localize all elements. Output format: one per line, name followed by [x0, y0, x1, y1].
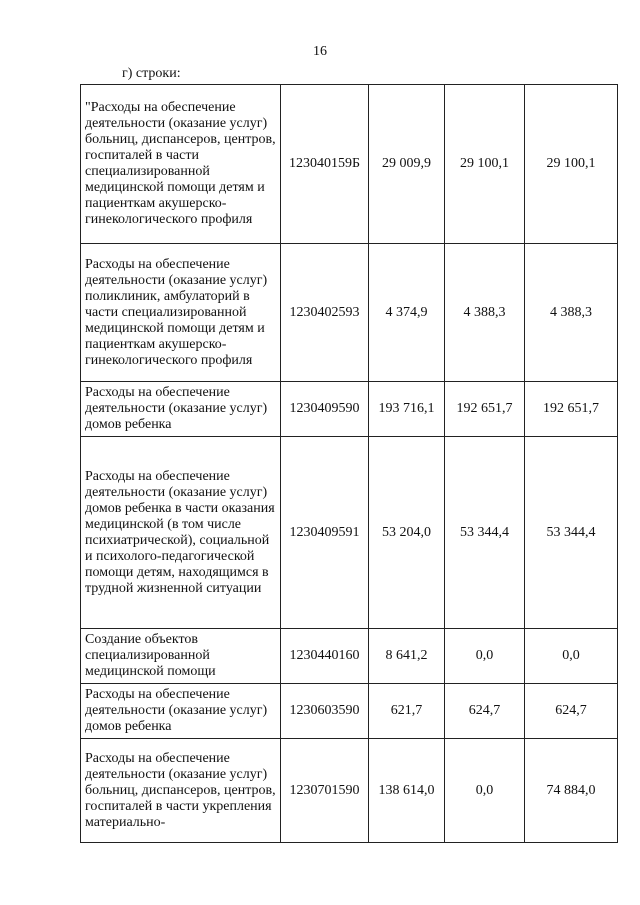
row-value-2: 0,0	[445, 739, 525, 843]
table-row	[81, 382, 618, 437]
row-value-3: 192 651,7	[525, 382, 618, 437]
table-row	[81, 629, 618, 684]
row-value-3: 74 884,0	[525, 739, 618, 843]
row-code: 1230402593	[281, 244, 369, 382]
row-description: Расходы на обеспечение деятельности (оказание услуг) домов ребенка	[81, 382, 281, 437]
row-description: Расходы на обеспечение деятельности (оказание услуг) поликлиник, амбулаторий в части специализированной медицинской помощи детям и пациенткам акушерско-гинекологического профиля	[81, 244, 281, 382]
row-value-3: 4 388,3	[525, 244, 618, 382]
row-description: Расходы на обеспечение деятельности (оказание услуг) домов ребенка в части оказания медицинской (в том числе психиатрической), социальной и психолого-педагогической помощи детям, находящимся в трудной жизненной ситуации	[81, 437, 281, 629]
intro-text: г) строки:	[122, 66, 181, 81]
table-row	[81, 739, 618, 843]
row-value-2: 29 100,1	[445, 85, 525, 244]
row-value-1: 53 204,0	[369, 437, 445, 629]
page-number: 16	[313, 44, 327, 59]
row-value-2: 0,0	[445, 629, 525, 684]
row-description: "Расходы на обеспечение деятельности (оказание услуг) больниц, диспансеров, центров, госпиталей в части специализированной медицинской помощи детям и пациенткам акушерско-гинекологического профиля	[81, 85, 281, 244]
row-value-2: 53 344,4	[445, 437, 525, 629]
row-value-1: 4 374,9	[369, 244, 445, 382]
row-code: 1230409591	[281, 437, 369, 629]
table-row	[81, 244, 618, 382]
row-description: Расходы на обеспечение деятельности (оказание услуг) больниц, диспансеров, центров, госпиталей в части укрепления материально-	[81, 739, 281, 843]
row-value-1: 138 614,0	[369, 739, 445, 843]
row-value-2: 624,7	[445, 684, 525, 739]
row-value-1: 193 716,1	[369, 382, 445, 437]
row-value-3: 53 344,4	[525, 437, 618, 629]
row-value-1: 29 009,9	[369, 85, 445, 244]
row-code: 1230603590	[281, 684, 369, 739]
row-value-1: 8 641,2	[369, 629, 445, 684]
row-description: Расходы на обеспечение деятельности (оказание услуг) домов ребенка	[81, 684, 281, 739]
row-value-1: 621,7	[369, 684, 445, 739]
row-description: Создание объектов специализированной медицинской помощи	[81, 629, 281, 684]
row-value-2: 4 388,3	[445, 244, 525, 382]
row-code: 1230701590	[281, 739, 369, 843]
row-value-3: 0,0	[525, 629, 618, 684]
row-value-3: 29 100,1	[525, 85, 618, 244]
budget-table	[80, 84, 618, 843]
row-code: 1230409590	[281, 382, 369, 437]
table-row	[81, 437, 618, 629]
row-code: 1230440160	[281, 629, 369, 684]
row-value-2: 192 651,7	[445, 382, 525, 437]
row-value-3: 624,7	[525, 684, 618, 739]
row-code: 123040159Б	[281, 85, 369, 244]
table-row	[81, 85, 618, 244]
table-row	[81, 684, 618, 739]
